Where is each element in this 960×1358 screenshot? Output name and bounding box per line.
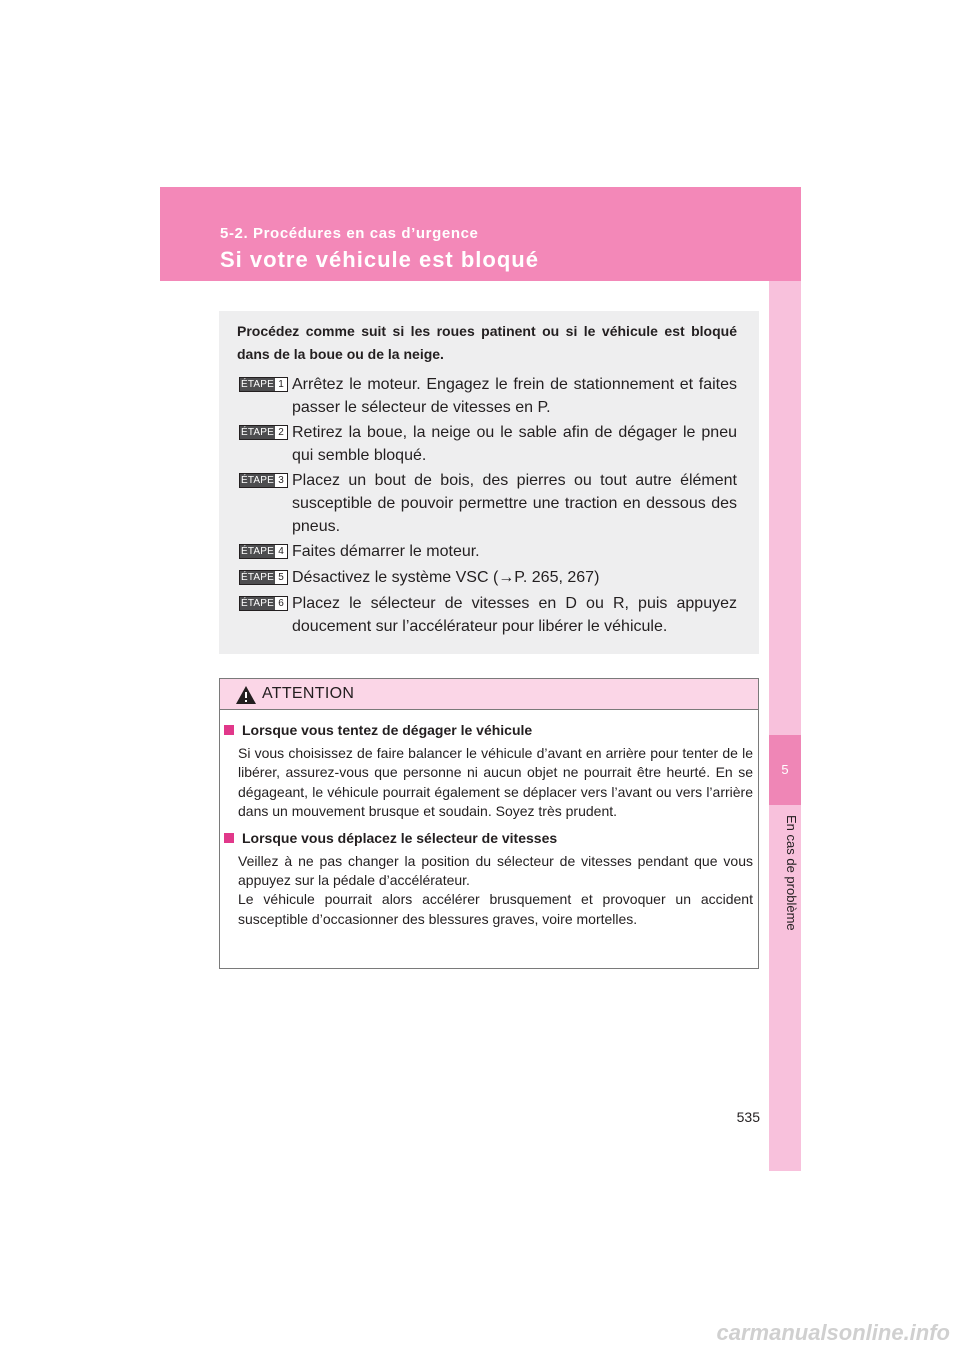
step-text: Faites démarrer le moteur.	[292, 543, 480, 560]
step-badge-label: ÉTAPE	[240, 379, 275, 390]
step-badge-number: 1	[275, 378, 287, 391]
watermark: carmanualsonline.info	[716, 1320, 950, 1345]
intro-text: Procédez comme suit si les roues patinent ou si le véhicule est bloqué dans de la boue ou de la neige.	[237, 323, 737, 362]
step-text: Retirez la boue, la neige ou le sable afin de dégager le pneu qui semble bloqué.	[292, 424, 737, 464]
section-label: 5-2. Procédures en cas d’urgence	[220, 225, 479, 242]
attention-paragraph: Le véhicule pourrait alors accélérer brusquement et provoquer un accident susceptible d’occasionner des blessures graves, voire mortelles.	[238, 891, 753, 927]
step-badge	[239, 473, 288, 488]
step-badge-number: 5	[275, 571, 287, 584]
step-badge	[239, 377, 288, 392]
step-6	[239, 592, 737, 638]
attention-item-title-text: Lorsque vous déplacez le sélecteur de vitesses	[242, 829, 558, 846]
attention-item	[220, 720, 758, 822]
attention-paragraph: Veillez à ne pas changer la position du sélecteur de vitesses pendant que vous appuyez sur la pédale d’accélérateur.	[238, 852, 753, 889]
page-number: 535	[736, 1109, 760, 1125]
attention-item-title	[224, 828, 758, 848]
step-badge	[239, 570, 288, 585]
step-badge-number: 4	[275, 545, 287, 558]
chapter-title: En cas de problème	[784, 815, 799, 931]
step-5	[239, 566, 737, 589]
step-text: Désactivez le système VSC (→P. 265, 267)	[292, 569, 600, 586]
step-4	[239, 540, 737, 563]
attention-item-title-text: Lorsque vous tentez de dégager le véhicule	[242, 722, 533, 738]
step-badge-label: ÉTAPE	[240, 427, 275, 438]
square-bullet-icon	[224, 833, 234, 843]
attention-content	[220, 720, 758, 935]
steps-box	[219, 311, 759, 654]
chapter-tab[interactable]	[769, 735, 801, 805]
step-text: Placez un bout de bois, des pierres ou tout autre élément susceptible de pouvoir permettre une traction en dessous des pneus.	[292, 472, 737, 535]
step-badge-number: 3	[275, 474, 287, 487]
step-badge	[239, 544, 288, 559]
step-badge-label: ÉTAPE	[240, 546, 275, 557]
step-badge-label: ÉTAPE	[240, 598, 275, 609]
square-bullet-icon	[224, 725, 234, 735]
step-badge	[239, 596, 288, 611]
attention-header	[220, 679, 758, 710]
chapter-number: 5	[781, 762, 789, 777]
step-badge-label: ÉTAPE	[240, 572, 275, 583]
step-badge-number: 2	[275, 426, 287, 439]
page-title: Si votre véhicule est bloqué	[220, 247, 539, 272]
attention-box	[219, 678, 759, 969]
step-2	[239, 421, 737, 467]
attention-item-title	[224, 720, 758, 740]
step-text: Placez le sélecteur de vitesses en D ou R, puis appuyez doucement sur l’accélérateur pour libérer le véhicule.	[292, 595, 737, 635]
header-band	[160, 187, 801, 281]
step-3	[239, 469, 737, 538]
step-badge	[239, 425, 288, 440]
attention-paragraph: Si vous choisissez de faire balancer le véhicule d’avant en arrière pour tenter de le libérer, assurez-vous que personne ni aucun objet ne pourrait être heurté. En se dégageant, le véhicule pourrait également se déplacer vers l’avant ou vers l’arrière dans un mouvement brusque et soudain. Soyez très prudent.	[238, 745, 753, 820]
attention-label: ATTENTION	[262, 685, 355, 702]
step-badge-number: 6	[275, 597, 287, 610]
step-text: Arrêtez le moteur. Engagez le frein de stationnement et faites passer le sélecteur de vitesses en P.	[292, 376, 737, 416]
warning-icon	[235, 685, 257, 705]
side-tab	[769, 281, 801, 1171]
step-badge-label: ÉTAPE	[240, 475, 275, 486]
attention-item	[220, 828, 758, 930]
step-1	[239, 373, 737, 419]
